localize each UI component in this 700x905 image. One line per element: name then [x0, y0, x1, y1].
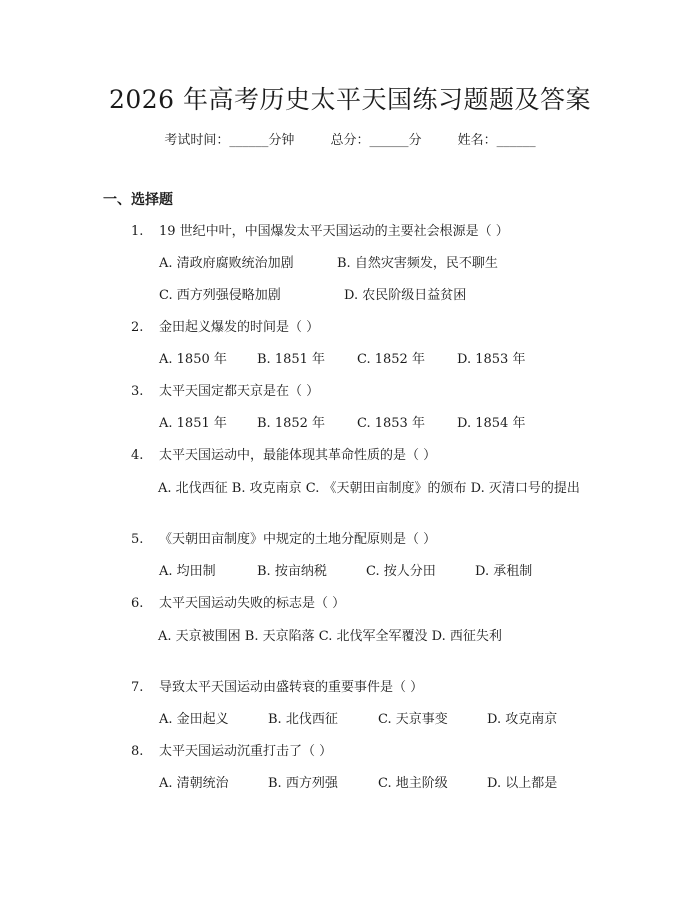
question-stem: 金田起义爆发的时间是（ ）	[159, 320, 320, 335]
option-c: C. 1852 年	[357, 352, 425, 367]
question-stem: 导致太平天国运动由盛转衰的重要事件是（ ）	[159, 680, 424, 695]
page-title: 2026 年高考历史太平天国练习题题及答案	[108, 85, 592, 114]
exam-meta	[0, 131, 700, 151]
option-d: D. 承租制	[475, 564, 533, 579]
option-d: D. 攻克南京	[487, 712, 558, 727]
options-wrapped: A. 北伐西征 B. 攻克南京 C. 《天朝田亩制度》的颁布 D. 灭清口号的提出	[158, 481, 580, 496]
question-4	[131, 446, 436, 466]
question-8	[131, 742, 332, 762]
option-b: B. 西方列强	[268, 776, 338, 791]
option-a: A. 1851 年	[159, 416, 227, 431]
option-c: C. 天京事变	[378, 712, 448, 727]
options-wrapped: A. 天京被围困 B. 天京陷落 C. 北伐军全军覆没 D. 西征失利	[158, 629, 502, 644]
option-c: C. 1853 年	[357, 416, 425, 431]
option-a: A. 金田起义	[159, 712, 229, 727]
option-c: C. 地主阶级	[378, 776, 448, 791]
question-number: 4.	[131, 448, 144, 463]
exam-time: 考试时间：______分钟	[164, 133, 295, 148]
option-a: A. 清朝统治	[159, 776, 229, 791]
option-d: D. 1853 年	[457, 352, 526, 367]
option-d: D. 1854 年	[457, 416, 526, 431]
option-a: A. 均田制	[159, 564, 216, 579]
option-c: C. 按人分田	[366, 564, 436, 579]
question-number: 5.	[131, 532, 144, 547]
question-stem: 太平天国运动沉重打击了（ ）	[159, 744, 333, 759]
option-c: C. 西方列强侵略加剧	[159, 288, 281, 303]
option-b: B. 北伐西征	[268, 712, 338, 727]
question-number: 3.	[131, 384, 144, 399]
exam-name: 姓名：______	[457, 133, 536, 148]
question-2	[131, 318, 319, 338]
question-7	[131, 678, 423, 698]
option-b: B. 1852 年	[257, 416, 326, 431]
question-stem: 太平天国定都天京是在（ ）	[159, 384, 320, 399]
exam-score: 总分：______分	[330, 133, 422, 148]
question-number: 2.	[131, 320, 144, 335]
option-a: A. 清政府腐败统治加剧	[159, 256, 294, 271]
question-stem: 19 世纪中叶，中国爆发太平天国运动的主要社会根源是（ ）	[159, 224, 509, 239]
option-b: B. 按亩纳税	[257, 564, 327, 579]
question-stem: 太平天国运动失败的标志是（ ）	[159, 596, 346, 611]
question-stem: 太平天国运动中，最能体现其革命性质的是（ ）	[159, 448, 437, 463]
question-stem: 《天朝田亩制度》中规定的土地分配原则是（ ）	[159, 532, 437, 547]
option-b: B. 自然灾害频发，民不聊生	[337, 256, 498, 271]
option-d: D. 以上都是	[487, 776, 558, 791]
option-b: B. 1851 年	[257, 352, 326, 367]
question-1	[131, 222, 509, 242]
question-3	[131, 382, 319, 402]
question-number: 7.	[131, 680, 144, 695]
section-heading: 一、选择题	[103, 192, 173, 208]
option-a: A. 1850 年	[159, 352, 227, 367]
question-number: 6.	[131, 596, 144, 611]
option-d: D. 农民阶级日益贫困	[344, 288, 467, 303]
question-number: 1.	[131, 224, 144, 239]
question-number: 8.	[131, 744, 144, 759]
question-5	[131, 530, 436, 550]
question-6	[131, 594, 345, 614]
